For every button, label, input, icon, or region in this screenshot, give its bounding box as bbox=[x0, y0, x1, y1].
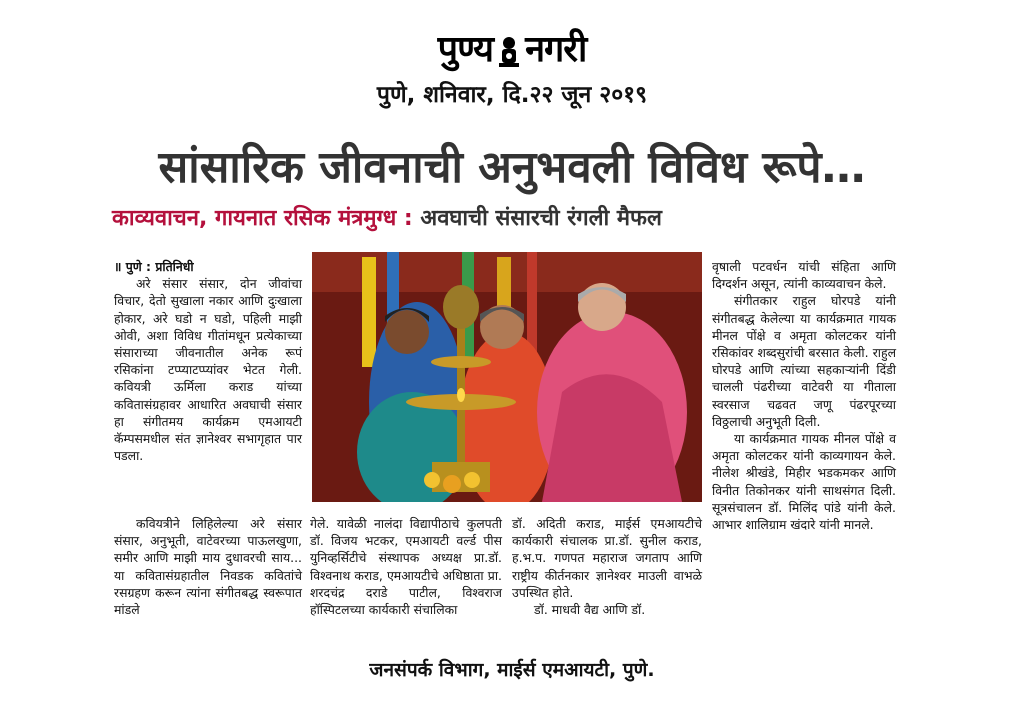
article-paragraph: अरे संसार संसार, दोन जीवांचा विचार, देतो सुखाला नकार आणि दुःखाला होकार, अरे घडो न घडो, पहिली माझी ओवी, अशा विविध गीतांमधून प्रत्येकाच्या संसाराच्या जीवनातील अनेक रूपं रसिकांना टप्प्याटप्प्यांवर भेटत गेली. कवियत्री ऊर्मिला कराड यांच्या कवितासंग्रहावर आधारित अवघाची संसार हा संगीतमय कार्यक्रम एमआयटी कॅम्पसमधील संत ज्ञानेश्वर सभागृहात पार पडला. bbox=[114, 276, 302, 464]
article-paragraph: कवियत्रीने लिहिलेल्या अरे संसार संसार, अनुभूती, वाटेवरच्या पाऊलखुणा, समीर आणि माझी माय दुधावरची साय... या कवितासंग्रहातील निवडक कवितांचे रसग्रहण करून त्यांना संगीतबद्ध स्वरूपात मांडले bbox=[114, 516, 302, 618]
subhead-gray: अवघाची संसारची रंगली मैफल bbox=[420, 206, 662, 231]
article-column-1-continued bbox=[114, 515, 302, 618]
masthead-right: नगरी bbox=[525, 29, 587, 70]
newspaper-masthead bbox=[0, 30, 1024, 70]
headline: सांसारिक जीवनाची अनुभवली विविध रूपे… bbox=[158, 142, 866, 193]
article-paragraph: संगीतकार राहुल घोरपडे यांनी संगीतबद्ध केलेल्या या कार्यक्रमात गायक मीनल पोंक्षे व अमृता कोलटकर यांनी रसिकांवर शब्दसुरांची बरसात केली. राहुल घोरपडे आणि त्यांच्या सहकाऱ्यांनी दिंडी चालली पंढरीच्या वाटेवरी या गीताला स्वरसाज चढवत जणू पंढरपूरच्या विठ्ठलाची अनुभूती दिली. bbox=[712, 293, 896, 429]
article-column-4 bbox=[712, 258, 896, 533]
article-paragraph: डॉ. माधवी वैद्य आणि डॉ. bbox=[534, 602, 646, 618]
article-column-2 bbox=[310, 515, 502, 618]
footer-credit: जनसंपर्क विभाग, माईर्स एमआयटी, पुणे. bbox=[369, 659, 655, 681]
subhead-red: काव्यवाचन, गायनात रसिक मंत्रमुग्ध : bbox=[112, 206, 413, 231]
article-paragraph: गेले. यावेळी नालंदा विद्यापीठाचे कुलपती डॉ. विजय भटकर, एमआयटी वर्ल्ड पीस युनिव्हर्सिटीचे संस्थापक अध्यक्ष प्रा.डॉ. विश्वनाथ कराड, एमआयटीचे अधिष्ठाता प्रा. शरदचंद्र दराडे पाटील, विश्वराज हॉस्पिटलच्या कार्यकारी संचालिका bbox=[310, 516, 502, 618]
article-paragraph: या कार्यक्रमात गायक मीनल पोंक्षे व अमृता कोलटकर यांनी काव्यगायन केले. नीलेश श्रीखंडे, मिहीर भडकमकर आणि विनीत तिकोनकर यांनी साथसंगत दिली. सूत्रसंचालन डॉ. मिलिंद पांडे यांनी केले. आभार शालिग्राम खंदारे यांनी मानले. bbox=[712, 431, 896, 533]
article-column-1 bbox=[114, 258, 302, 464]
dateline: पुणे, शनिवार, दि.२२ जून २०१९ bbox=[376, 82, 648, 108]
byline: ॥ पुणे : प्रतिनिधी bbox=[114, 259, 194, 274]
article-column-3 bbox=[512, 515, 702, 618]
masthead-left: पुण्य bbox=[437, 29, 494, 70]
event-photo bbox=[312, 252, 702, 502]
emblem-icon bbox=[496, 34, 522, 68]
article-paragraph: डॉ. अदिती कराड, माईर्स एमआयटीचे कार्यकारी संचालक प्रा.डॉ. सुनील कराड, ह.भ.प. गणपत महाराज जगताप आणि राष्ट्रीय कीर्तनकार ज्ञानेश्वर माउली वाभळे उपस्थित होते. bbox=[512, 516, 702, 600]
subheadline bbox=[112, 202, 912, 236]
article-paragraph: वृषाली पटवर्धन यांची संहिता आणि दिग्दर्शन असून, त्यांनी काव्यवाचन केले. bbox=[712, 259, 896, 292]
